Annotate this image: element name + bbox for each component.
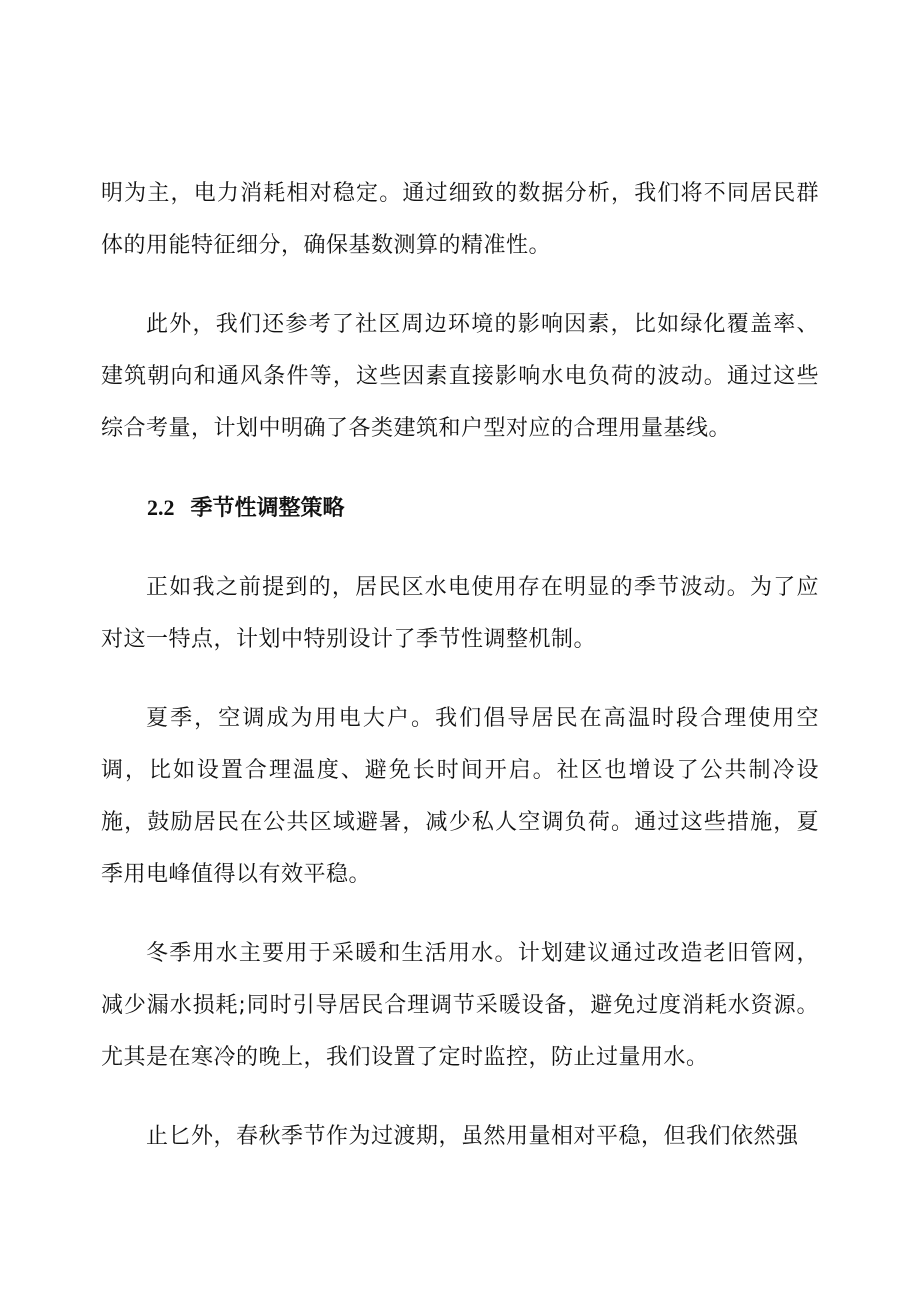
section-title: 季节性调整策略 [190,496,345,521]
paragraph-spring-autumn: 止匕外，春秋季节作为过渡期，虽然用量相对平稳，但我们依然强 [146,1124,799,1149]
paragraph-continued: 明为主，电力消耗相对稳定。通过细致的数据分析，我们将不同居民群体的用能特征细分，确保基数测算的精准性。 [101,181,819,258]
section-heading [101,482,819,535]
paragraph-summer: 夏季，空调成为用电大户。我们倡导居民在高温时段合理使用空调，比如设置合理温度、避免长时间开启。社区也增设了公共制冷设施，鼓励居民在公共区域避暑，减少私人空调负荷。通过这些措施，夏季用电峰值得以有效平稳。 [101,706,819,887]
paragraph-environment-factors: 此外，我们还参考了社区周边环境的影响因素，比如绿化覆盖率、建筑朝向和通风条件等，这些因素直接影响水电负荷的波动。通过这些综合考量，计划中明确了各类建筑和户型对应的合理用量基线。 [101,312,819,441]
paragraph-seasonal-intro: 正如我之前提到的，居民区水电使用存在明显的季节波动。为了应对这一特点，计划中特别设计了季节性调整机制。 [101,575,819,652]
section-number: 2.2 [147,495,175,520]
paragraph-winter: 冬季用水主要用于采暖和生活用水。计划建议通过改造老旧管网，减少漏水损耗;同时引导居民合理调节采暖设备，避免过度消耗水资源。尤其是在寒冷的晚上，我们设置了定时监控，防止过量用水。 [101,941,819,1070]
document-body [101,168,819,1163]
